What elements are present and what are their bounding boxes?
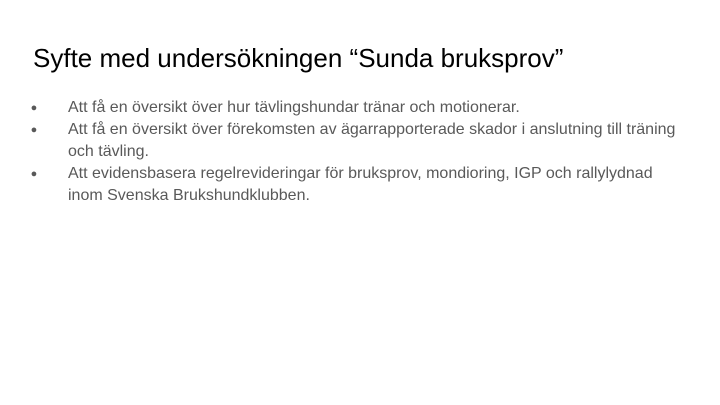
bullet-item [27, 163, 687, 207]
bullet-text: Att få en översikt över förekomsten av ägarrapporterade skador i anslutning till träning och tävling. [68, 121, 676, 160]
bullet-marker: ● [30, 168, 38, 180]
bullet-marker: ● [30, 102, 38, 114]
bullet-item [27, 97, 687, 119]
bullet-marker: ● [30, 124, 38, 136]
bullet-list [27, 97, 687, 207]
slide-title: Syfte med undersökningen “Sunda bruksprov” [33, 43, 564, 73]
bullet-item [27, 119, 687, 163]
bullet-text: Att få en översikt över hur tävlingshundar tränar och motionerar. [68, 99, 520, 116]
bullet-text: Att evidensbasera regelrevideringar för bruksprov, mondioring, IGP och rallylydnad inom Svenska Brukshundklubben. [68, 165, 653, 204]
